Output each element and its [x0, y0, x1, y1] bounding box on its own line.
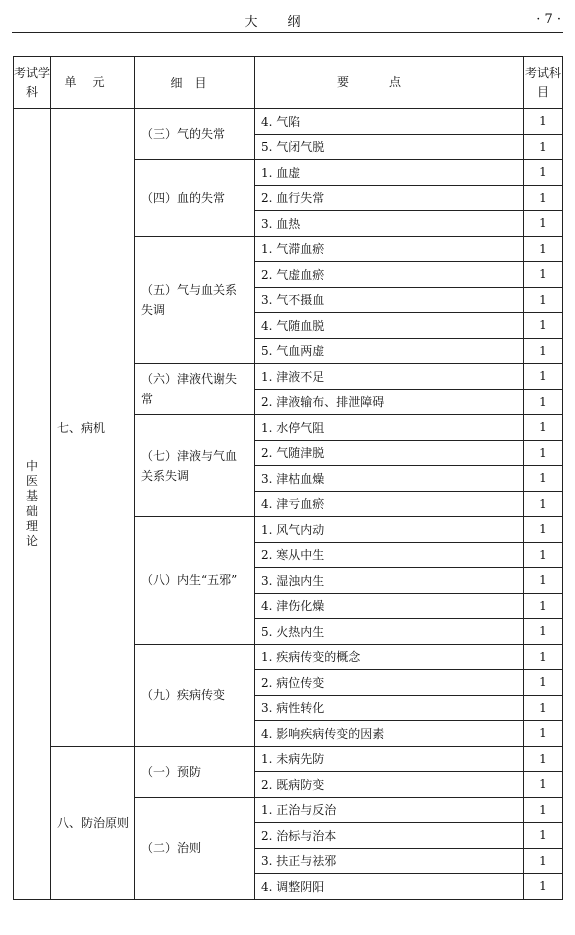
level-cell: 1: [524, 619, 563, 645]
point-cell: 4. 气陷: [255, 109, 524, 135]
point-cell: 3. 病性转化: [255, 695, 524, 721]
subject-label: 中医基础理论: [25, 458, 38, 548]
table-row: [14, 746, 563, 772]
table-row: [14, 109, 563, 135]
point-cell: 1. 风气内动: [255, 517, 524, 543]
point-cell: 5. 火热内生: [255, 619, 524, 645]
point-cell: 5. 气血两虚: [255, 338, 524, 364]
point-cell: 2. 血行失常: [255, 185, 524, 211]
point-cell: 1. 未病先防: [255, 746, 524, 772]
level-cell: 1: [524, 338, 563, 364]
point-cell: 1. 正治与反治: [255, 797, 524, 823]
item-cell: （三）气的失常: [135, 109, 255, 160]
point-cell: 1. 血虚: [255, 160, 524, 186]
level-cell: 1: [524, 772, 563, 798]
level-cell: 1: [524, 746, 563, 772]
item-cell: （二）治则: [135, 797, 255, 899]
point-cell: 3. 湿浊内生: [255, 568, 524, 594]
page-number: · 7 ·: [536, 12, 561, 27]
level-cell: 1: [524, 364, 563, 390]
level-cell: 1: [524, 542, 563, 568]
point-cell: 1. 水停气阻: [255, 415, 524, 441]
point-cell: 1. 疾病传变的概念: [255, 644, 524, 670]
level-cell: 1: [524, 466, 563, 492]
point-cell: 5. 气闭气脱: [255, 134, 524, 160]
item-cell: （五）气与血关系失调: [135, 236, 255, 364]
col-header-item: 细目: [135, 57, 255, 109]
level-cell: 1: [524, 160, 563, 186]
subject-cell: [14, 109, 51, 900]
level-cell: 1: [524, 287, 563, 313]
table-header-row: [14, 57, 563, 109]
col-header-unit: 单元: [51, 57, 135, 109]
level-cell: 1: [524, 134, 563, 160]
point-cell: 2. 病位传变: [255, 670, 524, 696]
point-cell: 1. 津液不足: [255, 364, 524, 390]
level-cell: 1: [524, 823, 563, 849]
point-cell: 4. 调整阴阳: [255, 874, 524, 900]
level-cell: 1: [524, 389, 563, 415]
point-cell: 3. 扶正与祛邪: [255, 848, 524, 874]
header-rule: [12, 32, 563, 33]
level-cell: 1: [524, 670, 563, 696]
level-cell: 1: [524, 721, 563, 747]
level-cell: 1: [524, 491, 563, 517]
level-cell: 1: [524, 109, 563, 135]
point-cell: 3. 津枯血燥: [255, 466, 524, 492]
item-cell: （六）津液代谢失常: [135, 364, 255, 415]
point-cell: 4. 影响疾病传变的因素: [255, 721, 524, 747]
level-cell: 1: [524, 185, 563, 211]
level-cell: 1: [524, 517, 563, 543]
level-cell: 1: [524, 236, 563, 262]
point-cell: 4. 气随血脱: [255, 313, 524, 339]
point-cell: 2. 既病防变: [255, 772, 524, 798]
item-cell: （九）疾病传变: [135, 644, 255, 746]
level-cell: 1: [524, 568, 563, 594]
item-cell: （七）津液与气血关系失调: [135, 415, 255, 517]
col-header-subject: 考试学科: [14, 57, 51, 109]
level-cell: 1: [524, 415, 563, 441]
point-cell: 2. 气随津脱: [255, 440, 524, 466]
point-cell: 2. 津液输布、排泄障碍: [255, 389, 524, 415]
point-cell: 4. 津亏血瘀: [255, 491, 524, 517]
level-cell: 1: [524, 211, 563, 237]
point-cell: 2. 气虚血瘀: [255, 262, 524, 288]
point-cell: 3. 血热: [255, 211, 524, 237]
unit-cell: 七、病机: [51, 109, 135, 747]
level-cell: 1: [524, 440, 563, 466]
item-cell: （八）内生“五邪”: [135, 517, 255, 645]
unit-cell: 八、防治原则: [51, 746, 135, 899]
col-header-level: 考试科目: [524, 57, 563, 109]
level-cell: 1: [524, 695, 563, 721]
item-cell: （四）血的失常: [135, 160, 255, 237]
level-cell: 1: [524, 848, 563, 874]
level-cell: 1: [524, 644, 563, 670]
item-cell: （一）预防: [135, 746, 255, 797]
level-cell: 1: [524, 797, 563, 823]
syllabus-table: [13, 56, 563, 900]
point-cell: 2. 治标与治本: [255, 823, 524, 849]
table-body: [14, 109, 563, 900]
page-header-title: 大纲: [244, 15, 331, 30]
point-cell: 4. 津伤化燥: [255, 593, 524, 619]
level-cell: 1: [524, 262, 563, 288]
level-cell: 1: [524, 874, 563, 900]
point-cell: 2. 寒从中生: [255, 542, 524, 568]
level-cell: 1: [524, 593, 563, 619]
point-cell: 1. 气滞血瘀: [255, 236, 524, 262]
level-cell: 1: [524, 313, 563, 339]
col-header-point: 要点: [255, 57, 524, 109]
point-cell: 3. 气不摄血: [255, 287, 524, 313]
